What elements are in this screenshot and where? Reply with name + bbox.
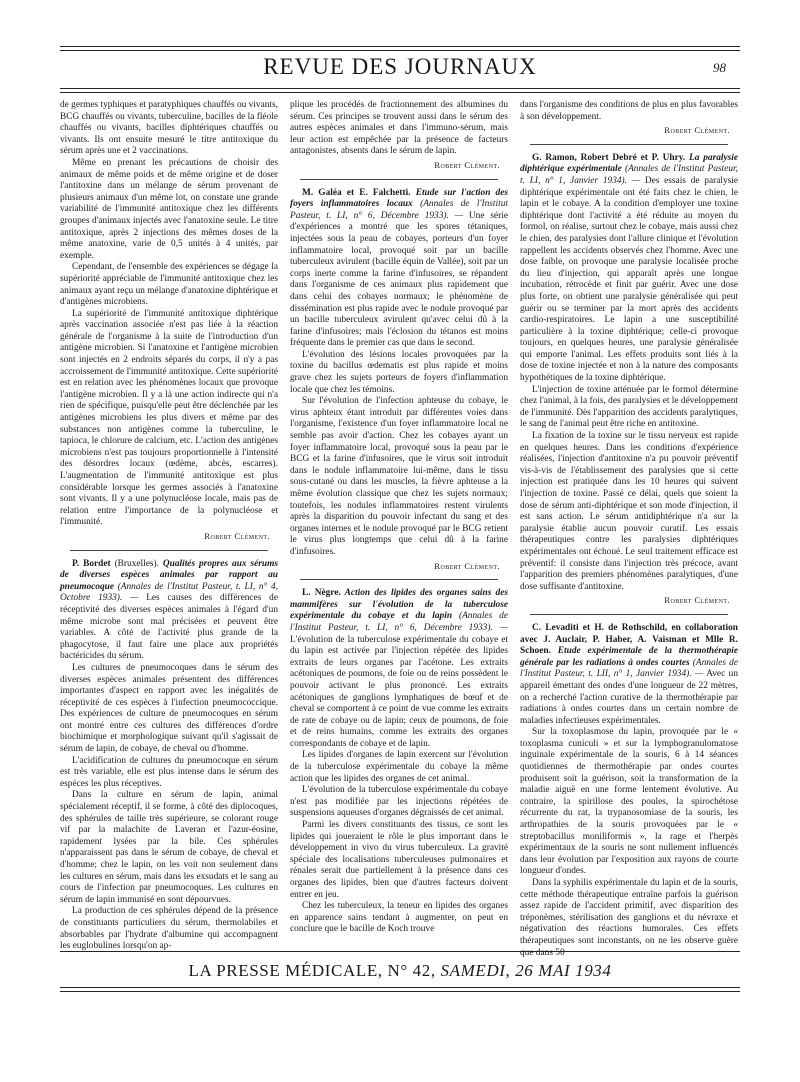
signature: Robert Clément. (664, 125, 730, 136)
signature: Robert Clément. (664, 595, 730, 606)
article-authors: M. Galéa et E. Falchetti. (302, 187, 411, 198)
paragraph: La fixation de la toxine sur le tissu nerveux est rapide en quelques heures. Dans les conditions d'expérience réalisées, l'injection d'antitoxine n'a pu pouvoir préventif vis-à-vis de l'établissement des paralysies que si cette injection est pratiquée dans les 10 heures qui suivent l'injection de toxine. Passé ce délai, quels que soient la dose de sérum anti-diphtérique et son mode d'injection, il est sans action. Le sérum antidiphtérique n'a sur la paralysie établie aucun pouvoir curatif. Les essais thérapeutiques contre les paralysies diphtériques expérimentales ont échoué. Le seul traitement efficace est préventif: il consiste dans l'injection très précoce, avant l'apparition des premiers phénomènes paralytiques, d'une dose suffisante d'antitoxine. (520, 431, 738, 592)
column-2 (290, 100, 508, 950)
article-heading (520, 623, 738, 727)
paragraph: Des essais de paralysie diphtérique expérimentale ont été faits chez le chien, le lapin et le cobaye. A la condition d'employer une toxine diphtérique dont l'activité a été réduite au moyen du formol, on réalise, surtout chez le cobaye, mais aussi chez le chien, des paralysies dont l'allure clinique et l'évolution rappellent les accidents observés chez l'homme. Avec une dose faible, on provoque une paralysie localisée proche du lieu d'injection, qui apparaît après une longue incubation, rétrocède et finit par guérir. Avec une dose plus forte, on obtient une paralysie généralisée qui peut guérir ou se terminer par la mort après des accidents cardio-respiratoires. Le lapin a une susceptibilité particulière à la toxine diphtérique; celle-ci provoque toujours, en quelques heures, une paralysie généralisée qui emporte l'animal. Les effets produits sont liés à la dose de toxine injectée et non à la nature des composants hypothétiques de la toxine diphtérique. (520, 175, 739, 384)
paragraph: Une série d'expériences a montré que les spores tétaniques, injectées sous la peau de cobayes, porteurs d'un foyer inflammatoire local, provoqué soit par un bacille tuberculeux avirulent (bacille équin de Vallée), soit par un corps inerte comme la farine d'infusoires, se répandent dans l'organisme de ces animaux plus rapidement que dans celui des cobayes normaux; le phénomène de dissémination est plus rapide avec le nodule provoqué par un bacille tuberculeux avirulent qu'avec celui dû à la farine d'infusoires; mais l'éclosion du tétanos est moins fréquente dans le premier cas que dans le second. (290, 210, 508, 349)
column-1 (60, 100, 278, 950)
article-heading (60, 559, 278, 663)
paragraph: dans l'organisme des conditions de plus en plus favorables à son développement. (520, 100, 738, 122)
article-heading (520, 153, 738, 385)
top-rule (60, 46, 740, 47)
footer-text (60, 961, 740, 981)
paragraph: La production de ces sphérules dépend de la présence de constituants particuliers du sérum, thermolabiles et absorbables par l'hydrate d'albumine qui accompagnent les euglobulines lorsqu'on ap- (60, 906, 278, 952)
paragraph: L'évolution des lésions locales provoquées par la toxine du bacillus œdematis est plus rapide et moins grave chez les sujets porteurs de foyers d'inflammation locale que chez les témoins. (290, 349, 508, 395)
signature: Robert Clément. (434, 560, 500, 571)
article-authors: C. Levaditi et H. de Rothschild, en collaboration avec J. Auclair, P. Haber, A. Vaisman et Mlle R. Schoen. (520, 622, 738, 657)
page-number: 98 (713, 60, 726, 75)
article-reference: (Annales de l'Institut Pasteur, t. LI, n° 4, Octobre 1933). — (60, 581, 278, 604)
paragraph: Même en prenant les précautions de choisir des animaux de même poids et de même origine et de doser l'antitoxine dans un mélange de sérum provenant de plusieurs animaux d'un même lot, on constate une grande variabilité de l'immunité antitoxique chez les différents groupes d'animaux injectés avec l'anatoxine seule. Le titre antitoxique, après 2 injections des mêmes doses de la même anatoxine, varie de 0,5 unités à 4 unités, par exemple. (60, 157, 278, 261)
paragraph: Sur la toxoplasmose du lapin, provoquée par le « toxoplasma cuniculi » et sur la lymphogranulomatose inguinale expérimentale de la souris, 6 à 14 séances quotidiennes de thermothérapie par ondes courtes produisent soit la guérison, soit la transformation de la maladie aiguë en une forme lentement évolutive. Au contraire, la spirillose des poules, la spirochétose récurrente du rat, la trypanosomiase de la souris, les arthropathies de la souris provoquées par le « streptobacillus moniliformis », la rage et l'herpès expérimentaux de la souris ne sont nullement influencés dans leur évolution par l'exposition aux rayons de courte longueur d'ondes. (520, 727, 738, 877)
article-separator (300, 179, 498, 180)
paragraph: Avec un appareil émettant des ondes d'une longueur de 22 mètres, on a recherché l'action curative de la thermothérapie par radiations à ondes courtes dans un certain nombre de maladies infectieuses expérimentales. (520, 669, 738, 726)
article-authors: P. Bordet (72, 558, 111, 569)
footer-rule-thin (60, 951, 740, 952)
paragraph: Parmi les divers constituants des tissus, ce sont les lipides qui joueraient le rôle le plus important dans le développement in vivo du virus tuberculeux. La gravité spéciale des localisations tuberculeuses pulmonaires et rénales serait due partiellement à la présence dans ces organes des lipides, bien que d'autres facteurs doivent entrer en jeu. (290, 820, 508, 900)
paragraph: Sur l'évolution de l'infection aphteuse du cobaye, le virus aphteux étant introduit par différentes voies dans l'organisme, l'existence d'un foyer inflammatoire local ne semble pas avoir d'action. Chez les cobayes ayant un foyer inflammatoire local, provoqué sous la peau par le BCG et la farine d'infusoires, que le virus soit introduit dans le nodule inflammatoire lui-même, dans le tissu sous-cutané ou dans les muscles, la fièvre aphteuse a la même évolution classique que chez les sujets normaux; toutefois, les nodules inflammatoires restent virulents après la disparition du pouvoir infectant du sang et des organes internes et le nodule provoqué par le BCG retient le virus plus longtemps que celui dû à la farine d'infusoires. (290, 396, 508, 557)
article-separator (530, 144, 728, 145)
article-title: Etude sur l'action des foyers inflammatoires locaux (290, 187, 508, 210)
article-title: Action des lipides des organes sains des mammifères sur l'évolution de la tuberculose expérimentale du cobaye et du lapin (290, 588, 508, 622)
article-title: Qualités propres aux sérums de diverses espèces animales par rapport au pneumocoque (60, 558, 279, 592)
article-title: La paralysie diphtérique expérimentale (520, 152, 739, 175)
signature: Robert Clément. (434, 159, 500, 170)
journal-title: REVUE DES JOURNAUX (263, 54, 537, 79)
paragraph: plique les procédés de fractionnement des albumines du sérum. Ces principes se trouvent aussi dans le sérum des autres espèces animales et dans l'immuno-sérum, mais leur action est empêchée par la présence de facteurs antagonistes, absents dans le sérum de lapin. (290, 100, 508, 157)
article-separator (530, 614, 728, 615)
paragraph: Chez les tuberculeux, la teneur en lipides des organes en apparence sains tendant à augmenter, on peut en conclure que le bacille de Koch trouve (290, 901, 508, 935)
paragraph: La supériorité de l'immunité antitoxique diphtérique après vaccination associée n'est pas liée à la réaction générale de l'organisme à la suite de l'introduction d'un antigène microbien. Si l'anatoxine et l'antigène microbien sont injectés en 2 endroits séparés du corps, il n'y a pas accroissement de l'immunité antitoxique. Cette supériorité est en relation avec les phénomènes locaux que provoque l'antigène microbien. Il y a là une action indirecte qui n'a rien de spécifique, puisqu'elle peut être déclenchée par les antigènes microbiens les plus divers et même par des substances non antigènes comme la tuberculine, le tapioca, le chlorure de calcium, etc. L'action des antigènes microbiens n'est pas toujours proportionnelle à l'intensité des désordres locaux (œdème, abcès, escarres). L'augmentation de l'immunité antitoxique est plus considérable lorsque les germes associés à l'anatoxine sont vivants. Il y a une polynucléose locale, mais pas de relation entre l'importance de la polynucléose et l'immunité. (60, 308, 278, 528)
paragraph: L'évolution de la tuberculose expérimentale du cobaye et du lapin est activée par l'injection répétée des lipides extraits de leurs organes par l'acétone. Les extraits acétoniques de poumons, de foie ou de reins possèdent le pouvoir activant le plus prononcé. Les extraits acétoniques de ganglions lymphatiques de bœuf et de cheval se comportent à ce point de vue comme les extraits de rate de cobaye ou de lapin; ceux de poumons, de foie et de reins humains, comme les extraits des organes correspondants de cobaye et de lapin. (290, 634, 508, 749)
header-rule-thin (60, 88, 740, 89)
article-reference: (Annales de l'Institut Pasteur, t. LII, n° 1, Janvier 1934). — (520, 657, 738, 680)
header-rule (60, 92, 740, 93)
page-footer (60, 955, 740, 985)
article-reference: (Annales de l'Institut Pasteur, t. LI, n° 6, Décembre 1933). — (290, 199, 508, 221)
article-title: Etude expérimentale de la thermothérapie générale par les radiations à ondes courtes (520, 646, 738, 668)
paragraph: Dans la culture en sérum de lapin, animal spécialement réceptif, il se forme, à côté des diplocoques, des sphérules de taille très supérieure, se colorant rouge vif par la malachite de Laveran et l'azur-éosine, rapidement lysées par la bile. Ces sphérules n'apparaissent pas dans le sérum de cobaye, de cheval et d'homme; chez le lapin, on les voit non seulement dans les cultures en sérum, mais dans les exsudats et le sang au cours de l'infection par pneumocoques. Les cultures en sérum de lapin immunisé en sont dépourvues. (60, 790, 278, 905)
paragraph: L'évolution de la tuberculose expérimentale du cobaye n'est pas modifiée par les injections répétées de suspensions aqueuses d'organes dégraissés de cet animal. (290, 785, 508, 819)
paragraph: L'injection de toxine atténuée par le formol détermine chez l'animal, à la fois, des paralysies et le développement de l'immunité. Dès l'apparition des accidents paralytiques, le sang de l'animal peut être riche en antitoxine. (520, 384, 738, 430)
article-heading (290, 188, 508, 350)
paragraph: Les causes des différences de réceptivité des diverses espèces animales à l'égard d'un même microbe sont mal précisées et peuvent être variables. A côté de l'activité plus grande de la phagocytose, il faut faire une place aux propriétés bactéricides du sérum. (60, 593, 278, 662)
paragraph: Les lipides d'organes de lapin exercent sur l'évolution de la tuberculose expérimentale du cobaye la même action que les lipides des organes de cet animal. (290, 750, 508, 784)
page-header (60, 50, 740, 84)
signature: Robert Clément. (204, 530, 270, 541)
article-separator (300, 579, 498, 580)
footer-rule (60, 987, 740, 988)
article-reference: (Annales de l'Institut Pasteur, t. LI, n° 6, Décembre 1933). — (290, 611, 508, 633)
paragraph: Cependant, de l'ensemble des expériences se dégage la supériorité appréciable de l'immunité antitoxique chez les animaux ayant reçu un mélange d'anatoxine diphtérique et d'antigènes microbiens. (60, 262, 278, 308)
paragraph: de germes typhiques et paratyphiques chauffés ou vivants, BCG chauffés ou vivants, tuberculine, bacilles de la fléole chauffés ou vivants, bacilles diphtériques chauffés ou vivants. Ils ont ensuite mesuré le titre antitoxique du sérum après une et 2 vaccinations. (60, 100, 278, 157)
article-authors: L. Nègre. (302, 588, 341, 599)
article-reference: (Annales de l'Institut Pasteur, t. LI, n° 1, Janvier 1934). — (520, 164, 738, 186)
paragraph: Dans la syphilis expérimentale du lapin et de la souris, cette méthode thérapeutique entraîne parfois la guérison assez rapide de l'accident primitif, avec disparition des tréponèmes, stérilisation des ganglions et du névraxe et négativation des réactions humorales. Ces effets thérapeutiques sont inconstants, on ne les observe guère que dans 50 (520, 878, 738, 958)
paragraph: L'acidification de cultures du pneumocoque en sérum est très variable, elle est plus intense dans le sérum des espèces les plus réceptives. (60, 755, 278, 789)
article-columns (60, 100, 740, 958)
article-separator (70, 550, 268, 551)
column-3 (520, 100, 739, 958)
footer-date: SAMEDI, 26 MAI 1934 (440, 961, 612, 980)
article-authors: G. Ramon, Robert Debré et P. Uhry. (532, 152, 686, 163)
footer-journal: LA PRESSE MÉDICALE, N° 42, (188, 961, 441, 980)
footer-rule-thin-2 (60, 991, 740, 992)
paragraph: Les cultures de pneumocoques dans le sérum des diverses espèces animales présentent des différences importantes d'aspect en rapport avec les inégalités de réceptivité de ces espèces à l'infection pneumococcique. Des expériences de culture de pneumocoques en sérum ont montré entre ces cultures des différences d'ordre biochimique et morphologique suivant qu'il s'agissait de sérum de lapin, de cobaye, de cheval ou d'homme. (60, 662, 278, 755)
author-location: (Bruxelles). (110, 558, 163, 569)
article-heading (290, 588, 508, 750)
